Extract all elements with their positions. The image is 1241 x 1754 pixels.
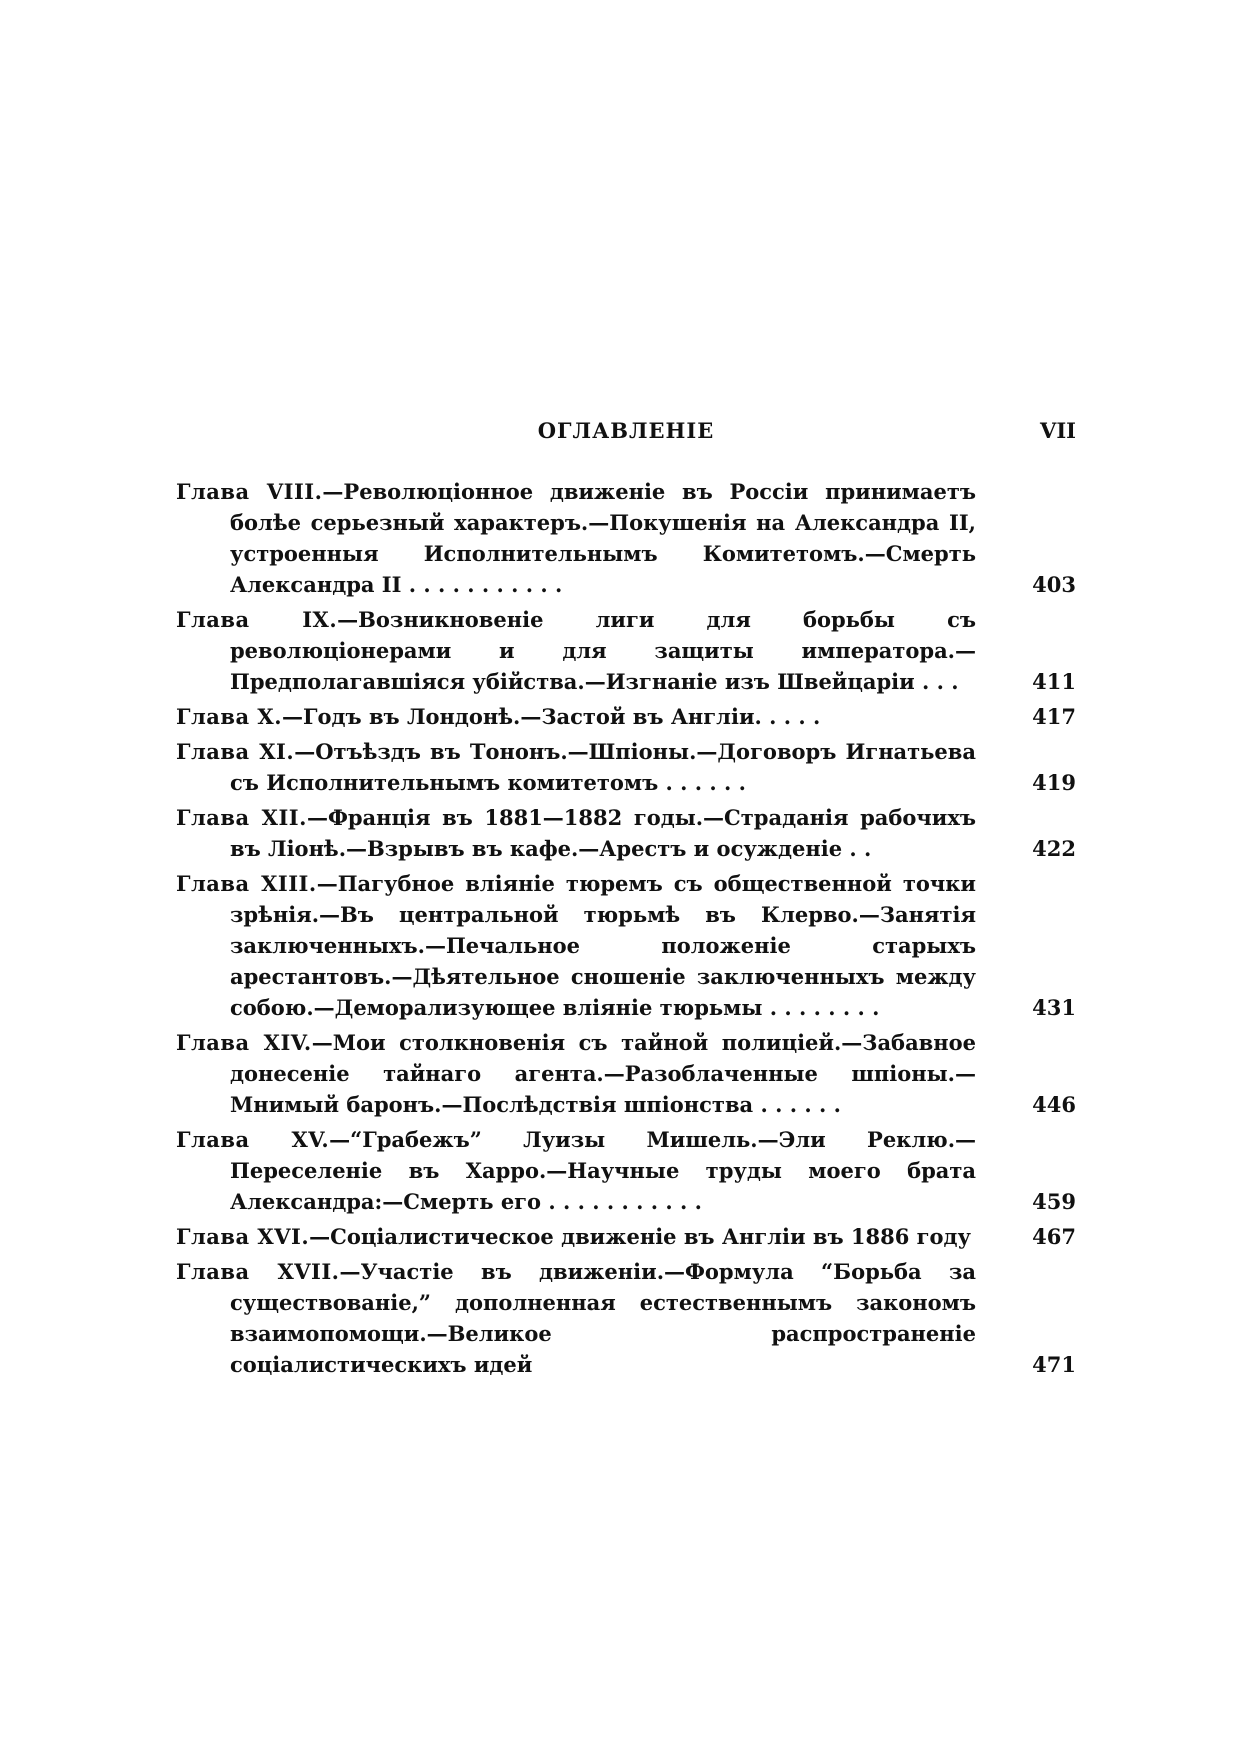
toc-entry-chapter-15 xyxy=(176,1124,1076,1217)
table-of-contents xyxy=(176,476,1076,1384)
toc-entry-text xyxy=(176,701,976,732)
chapter-summary: —Возникновеніе лиги для борьбы съ революціонерами и для защиты императора.—Предполагавшіяся убійства.—Изгнаніе изъ Швейцаріи . . . xyxy=(230,607,976,694)
toc-page-number: 471 xyxy=(1032,1352,1076,1377)
toc-entry-text xyxy=(176,1124,976,1217)
chapter-summary: —Участіе въ движеніи.—Формула “Борьба за существованіе,” дополненная естественнымъ закономъ взаимопомощи.—Великое распространеніе соціалистическихъ идей xyxy=(230,1259,976,1377)
chapter-summary: —Франція въ 1881—1882 годы.—Страданія рабочихъ въ Ліонѣ.—Взрывъ въ кафе.—Арестъ и осужденіе . . xyxy=(230,805,976,861)
chapter-summary: —Пагубное вліяніе тюремъ съ общественной точки зрѣнія.—Въ центральной тюрьмѣ въ Клерво.—Занятія заключенныхъ.—Печальное положеніе старыхъ арестантовъ.—Дѣятельное сношеніе заключенныхъ между собою.—Деморализующее вліяніе тюрьмы . . . . . . . . xyxy=(230,871,976,1020)
toc-page-number: 467 xyxy=(1032,1224,1076,1249)
chapter-summary: —Мои столкновенія съ тайной полиціей.—Забавное донесеніе тайнаго агента.—Разоблаченные шпіоны.—Мнимый баронъ.—Послѣдствія шпіонства . . . . . . xyxy=(230,1030,977,1117)
toc-entry-text xyxy=(176,736,976,798)
toc-entry-chapter-17 xyxy=(176,1256,1076,1380)
chapter-summary: —Годъ въ Лондонѣ.—Застой въ Англіи. . . . . xyxy=(282,704,821,729)
toc-entry-text xyxy=(176,868,976,1023)
toc-entry-chapter-9 xyxy=(176,604,1076,697)
toc-page-number: 459 xyxy=(1032,1189,1076,1214)
toc-page-number: 431 xyxy=(1032,995,1076,1020)
page-header xyxy=(176,418,1076,452)
toc-page-number: 422 xyxy=(1032,836,1076,861)
chapter-summary: —“Грабежъ” Луизы Мишель.—Эли Реклю.—Переселеніе въ Харро.—Научные труды моего брата Александра:—Смерть его . . . . . . . . . . . xyxy=(230,1127,976,1214)
toc-entry-text xyxy=(176,1221,976,1252)
chapter-label: Глава XIV. xyxy=(176,1030,312,1055)
chapter-summary: —Отъѣздъ въ Тононъ.—Шпіоны.—Договоръ Игнатьева съ Исполнительнымъ комитетомъ . . . . . . xyxy=(230,739,976,795)
chapter-label: Глава X. xyxy=(176,704,283,729)
chapter-label: Глава IX. xyxy=(176,607,338,632)
chapter-summary: —Революціонное движеніе въ Россіи принимаетъ болѣе серьезный характеръ.—Покушенія на Александра II, устроенныя Исполнительнымъ Комитетомъ.—Смерть Александра II . . . . . . . . . . . xyxy=(230,479,976,597)
toc-page-number: 411 xyxy=(1032,669,1076,694)
toc-entry-chapter-10 xyxy=(176,701,1076,732)
toc-entry-text xyxy=(176,476,976,600)
chapter-label: Глава VIII. xyxy=(176,479,323,504)
chapter-label: Глава XVII. xyxy=(176,1259,340,1284)
chapter-summary: —Соціалистическое движеніе въ Англіи въ 1886 году xyxy=(309,1224,971,1249)
chapter-label: Глава XVI. xyxy=(176,1224,310,1249)
toc-entry-text xyxy=(176,1256,976,1380)
toc-page-number: 417 xyxy=(1032,704,1076,729)
chapter-label: Глава XV. xyxy=(176,1127,330,1152)
chapter-label: Глава XII. xyxy=(176,805,307,830)
page-number: VII xyxy=(1040,418,1076,443)
toc-entry-chapter-11 xyxy=(176,736,1076,798)
toc-page-number: 403 xyxy=(1032,572,1076,597)
toc-entry-chapter-16 xyxy=(176,1221,1076,1252)
toc-entry-chapter-14 xyxy=(176,1027,1076,1120)
toc-entry-chapter-12 xyxy=(176,802,1076,864)
toc-entry-text xyxy=(176,604,976,697)
toc-entry-text xyxy=(176,802,976,864)
chapter-label: Глава XIII. xyxy=(176,871,317,896)
toc-entry-chapter-8 xyxy=(176,476,1076,600)
toc-page-number: 419 xyxy=(1032,770,1076,795)
chapter-label: Глава XI. xyxy=(176,739,295,764)
toc-page-number: 446 xyxy=(1032,1092,1076,1117)
page-title: ОГЛАВЛЕНІЕ xyxy=(537,418,715,443)
toc-entry-text xyxy=(176,1027,976,1120)
toc-entry-chapter-13 xyxy=(176,868,1076,1023)
